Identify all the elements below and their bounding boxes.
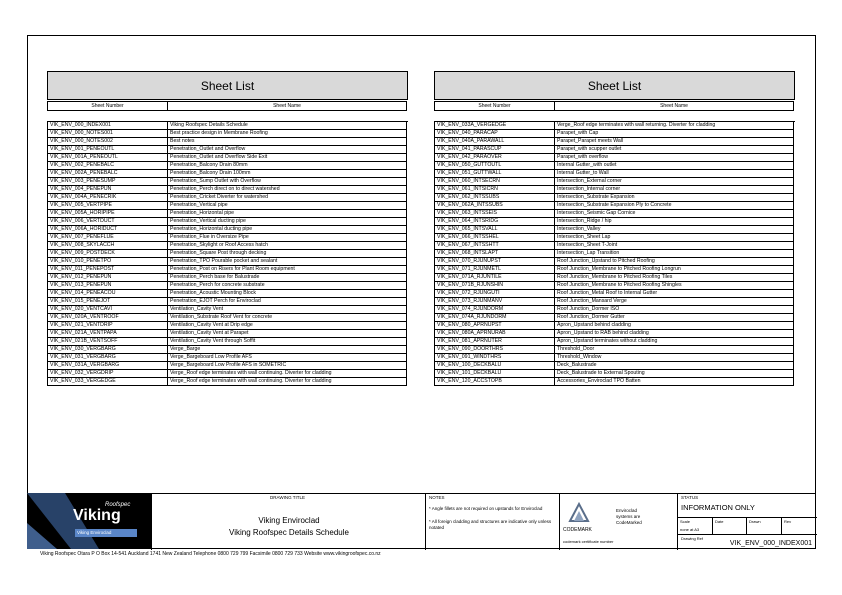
drawing-ref-label: Drawing Ref [681, 536, 704, 541]
sheet-name-cell: Ventilation_Cavity Vent at Parapet [167, 330, 407, 338]
sheet-name-cell: Intersection_Sheet T-Joint [554, 242, 794, 250]
drawing-number: VIK_ENV_000_INDEX001 [729, 540, 812, 547]
sheet-name-cell: Verge_Roof edge terminates with wall continuing. Diverter for cladding [167, 370, 407, 378]
codemark-text-2: systems are [616, 514, 641, 519]
sheet-name-cell: Verge_Barge [167, 346, 407, 354]
sheet-name-cell: Apron_Upstand to RAB behind cladding [554, 330, 794, 338]
sheet-name-cell: Intersection_Substrate Expansion Ply to Concrete [554, 202, 794, 210]
sheet-name-cell: Roof Junction_Dormer Gutter [554, 314, 794, 322]
sheet-name-cell: Penetration_Cricket Diverter for watershed [167, 194, 407, 202]
status-box [677, 494, 816, 550]
sheet-name-cell: Penetration_Flue in Oversize Pipe [167, 234, 407, 242]
sheet-name-cell: Penetration_Square Post through decking [167, 250, 407, 258]
sheet-name-cell: Best notes [167, 138, 407, 146]
codemark-subtext: codemark certificate number [563, 539, 614, 544]
status-value: INFORMATION ONLY [681, 503, 755, 512]
sheet-number-cell: VIK_ENV_060_INTSECRN [434, 178, 555, 186]
sheet-name-cell: Ventilation_Substrate Roof Vent for concrete [167, 314, 407, 322]
codemark-logo-text: CODEMARK [563, 527, 592, 533]
sheet-name-cell: Intersection_Sheet Lap [554, 234, 794, 242]
notes-box [425, 494, 559, 550]
sheet-number-cell: VIK_ENV_020_VENTCAVI [47, 306, 168, 314]
sheet-number-cell: VIK_ENV_051_GUTTWALL [434, 170, 555, 178]
sheet-number-cell: VIK_ENV_064_INTSRIDG [434, 218, 555, 226]
sheet-name-cell: Apron_Upstand behind cladding [554, 322, 794, 330]
table-row [434, 194, 795, 202]
sheet-name-cell: Penetration_Horizontal pipe [167, 210, 407, 218]
sheet-number-cell: VIK_ENV_014_PENEACOU [47, 290, 168, 298]
footer-address: Viking Roofspec Otara P O Box 14-541 Auckland 1741 New Zealand Telephone 0800 729 799 Facsimile 0800 729 733 Website www.vikingroofspec.co.nz [40, 551, 381, 557]
sheet-name-cell: Penetration_Outlet and Overflow [167, 146, 407, 154]
sheet-number-cell: VIK_ENV_061_INTSICRN [434, 186, 555, 194]
table-row [434, 322, 795, 330]
drawing-title-label: DRAWING TITLE [270, 495, 306, 500]
table-row [47, 298, 408, 306]
column-header-name: Sheet Name [167, 101, 407, 111]
sheet-number-cell: VIK_ENV_032_VERGDRIP [47, 370, 168, 378]
sheet-name-cell: Intersection_Lap Transition [554, 250, 794, 258]
sheet-name-cell: Parapet_with overflow [554, 154, 794, 162]
table-row [434, 130, 795, 138]
table-row [47, 194, 408, 202]
logo-viking: Viking [73, 507, 121, 524]
table-row [47, 122, 408, 130]
table-row [434, 266, 795, 274]
sheet-name-cell: Penetration_Post on Risers for Plant Room equipment [167, 266, 407, 274]
table-row [47, 178, 408, 186]
table-row [434, 282, 795, 290]
sheet-number-cell: VIK_ENV_008_SKYLACCH [47, 242, 168, 250]
table-row [47, 306, 408, 314]
table-row [47, 218, 408, 226]
sheet-list-header [434, 101, 795, 111]
sheet-name-cell: Penetration_Balcony Drain 100mm [167, 170, 407, 178]
sheet-number-cell: VIK_ENV_030_VERGBARG [47, 346, 168, 354]
table-row [434, 290, 795, 298]
table-row [434, 202, 795, 210]
sheet-name-cell: Best practice design in Membrane Roofing [167, 130, 407, 138]
sheet-number-cell: VIK_ENV_073_RJUNMANV [434, 298, 555, 306]
sheet-number-cell: VIK_ENV_010_PENETPO [47, 258, 168, 266]
drawing-title-line-2: Viking Roofspec Details Schedule [229, 528, 349, 537]
sheet-name-cell: Penetration_Skylight or Roof Access hatch [167, 242, 407, 250]
sheet-name-cell: Intersection_Internal corner [554, 186, 794, 194]
table-row [47, 330, 408, 338]
sheet-name-cell: Deck_Balustrade to External Spouting [554, 370, 794, 378]
sheet-name-cell: Roof Junction_Mansard Verge [554, 298, 794, 306]
table-row [434, 186, 795, 194]
sheet-name-cell: Penetration_Perch base for Balustrade [167, 274, 407, 282]
table-row [434, 354, 795, 362]
table-row [434, 362, 795, 370]
sheet-name-cell: Apron_Upstand terminates without cladding [554, 338, 794, 346]
sheet-name-cell: Roof Junction_Membrane to Pitched Roofing Tiles [554, 274, 794, 282]
sheet-name-cell: Intersection_Valley [554, 226, 794, 234]
sheet-number-cell: VIK_ENV_003_PENESUMP [47, 178, 168, 186]
sheet-list-right [434, 71, 795, 386]
sheet-number-cell: VIK_ENV_066_INTSSHEL [434, 234, 555, 242]
sheet-name-cell: Threshold_Door [554, 346, 794, 354]
sheet-name-cell: Penetration_Horizontal ducting pipe [167, 226, 407, 234]
sheet-list-left [47, 71, 408, 386]
sheet-number-cell: VIK_ENV_074A_RJUNDORM [434, 314, 555, 322]
sheet-number-cell: VIK_ENV_000_NOTES002 [47, 138, 168, 146]
sheet-number-cell: VIK_ENV_033A_VERGEDGE [434, 122, 555, 130]
sheet-name-cell: Penetration_Perch direct on to direct watershed [167, 186, 407, 194]
sheet-number-cell: VIK_ENV_065_INTSVALL [434, 226, 555, 234]
sheet-number-cell: VIK_ENV_011_PENEPOST [47, 266, 168, 274]
sheet-number-cell: VIK_ENV_005_VERTPIPE [47, 202, 168, 210]
sheet-number-cell: VIK_ENV_041_PARASCUP [434, 146, 555, 154]
sheet-name-cell: Roof Junction_Dormer ISO [554, 306, 794, 314]
sheet-number-cell: VIK_ENV_050_GUTTOUTL [434, 162, 555, 170]
table-row [434, 226, 795, 234]
note-1: * Angle fillets are not required on upstands for Enviroclad [429, 506, 543, 511]
sheet-name-cell: Verge_Roof edge terminates with wall continuing. Diverter for cladding [167, 378, 407, 386]
table-row [47, 186, 408, 194]
table-row [434, 242, 795, 250]
table-row [434, 146, 795, 154]
sheet-name-cell: Roof Junction_Membrane to Pitched Roofing Shingles [554, 282, 794, 290]
table-row [434, 338, 795, 346]
sheet-name-cell: Internal Gutter_with outlet [554, 162, 794, 170]
table-row [47, 170, 408, 178]
table-row [434, 218, 795, 226]
sheet-name-cell: Penetration_EJOT Perch for Enviroclad [167, 298, 407, 306]
table-row [47, 234, 408, 242]
table-row [434, 306, 795, 314]
scale-label: Scale [680, 519, 691, 524]
drawn-label: Drawn [749, 519, 761, 524]
table-row [47, 274, 408, 282]
table-row [47, 282, 408, 290]
sheet-name-cell: Verge_Bargeboard Low Profile AFS [167, 354, 407, 362]
sheet-name-cell: Verge_Bargeboard Low Profile AFS in SOMETRIC [167, 362, 407, 370]
sheet-name-cell: Deck_Balustrade [554, 362, 794, 370]
sheet-number-cell: VIK_ENV_031_VERGBARG [47, 354, 168, 362]
sheet-name-cell: Roof Junction_Metal Roof to Internal Gutter [554, 290, 794, 298]
sheet-number-cell: VIK_ENV_006A_HORIDUCT [47, 226, 168, 234]
sheet-number-cell: VIK_ENV_120_ACCSTOPB [434, 378, 555, 386]
sheet-number-cell: VIK_ENV_040A_PARAWALL [434, 138, 555, 146]
table-row [434, 346, 795, 354]
sheet-list-title: Sheet List [47, 71, 408, 100]
sheet-name-cell: Parapet_Parapet meets Wall [554, 138, 794, 146]
logo-tagline: Viking Enviroclad [75, 529, 137, 537]
table-row [47, 362, 408, 370]
column-header-number: Sheet Number [434, 101, 555, 111]
table-row [47, 202, 408, 210]
sheet-name-cell: Penetration_Balcony Drain 80mm [167, 162, 407, 170]
sheet-list-title: Sheet List [434, 71, 795, 100]
drawing-title-box [151, 494, 425, 550]
notes-label: NOTES [429, 495, 445, 500]
table-row [47, 354, 408, 362]
sheet-number-cell: VIK_ENV_004A_PENECRIK [47, 194, 168, 202]
sheet-name-cell: Parapet_with scupper outlet [554, 146, 794, 154]
sheet-number-cell: VIK_ENV_020A_VENTROOF [47, 314, 168, 322]
table-row [47, 146, 408, 154]
sheet-number-cell: VIK_ENV_071A_RJUNTILE [434, 274, 555, 282]
sheet-name-cell: Threshold_Window [554, 354, 794, 362]
table-row [434, 138, 795, 146]
sheet-number-cell: VIK_ENV_004_PENEPUN [47, 186, 168, 194]
table-row [434, 178, 795, 186]
sheet-number-cell: VIK_ENV_070_RJUNUPST [434, 258, 555, 266]
sheet-number-cell: VIK_ENV_071_RJUNMETL [434, 266, 555, 274]
table-row [434, 210, 795, 218]
sheet-name-cell: Ventilation_Cavity Vent through Soffit [167, 338, 407, 346]
sheet-number-cell: VIK_ENV_100_DECKBALU [434, 362, 555, 370]
sheet-number-cell: VIK_ENV_068_INTSLAPT [434, 250, 555, 258]
table-row [434, 314, 795, 322]
table-row [434, 234, 795, 242]
table-row [47, 258, 408, 266]
sheet-number-cell: VIK_ENV_071B_RJUNSHIN [434, 282, 555, 290]
sheet-number-cell: VIK_ENV_080_APRNUPST [434, 322, 555, 330]
sheet-name-cell: Roof Junction_Upstand to Pitched Roofing [554, 258, 794, 266]
sheet-number-cell: VIK_ENV_021A_VENTPAPA [47, 330, 168, 338]
table-row [47, 138, 408, 146]
table-row [434, 258, 795, 266]
sheet-list-header [47, 101, 408, 111]
sheet-number-cell: VIK_ENV_007_PENEFLUE [47, 234, 168, 242]
sheet-name-cell: Penetration_Outlet and Overflow Side Exit [167, 154, 407, 162]
codemark-box [559, 494, 677, 550]
sheet-list-rows [434, 121, 795, 386]
sheet-number-cell: VIK_ENV_000_INDEX001 [47, 122, 168, 130]
sheet-name-cell: Roof Junction_Membrane to Pitched Roofing Longrun [554, 266, 794, 274]
table-row [47, 250, 408, 258]
sheet-number-cell: VIK_ENV_009_POSTDECK [47, 250, 168, 258]
scale-value: none at A3 [680, 527, 700, 532]
table-row [434, 122, 795, 130]
sheet-number-cell: VIK_ENV_080A_APRNURAB [434, 330, 555, 338]
sheet-number-cell: VIK_ENV_001A_PENEOUTL [47, 154, 168, 162]
sheet-number-cell: VIK_ENV_012_PENEPUN [47, 274, 168, 282]
sheet-number-cell: VIK_ENV_021B_VENTSOFF [47, 338, 168, 346]
sheet-name-cell: Viking Roofspec Details Schedule [167, 122, 407, 130]
table-row [47, 314, 408, 322]
sheet-number-cell: VIK_ENV_013_PENEPUN [47, 282, 168, 290]
sheet-number-cell: VIK_ENV_031A_VERGBARG [47, 362, 168, 370]
table-row [434, 298, 795, 306]
sheet-name-cell: Internal Gutter_to Wall [554, 170, 794, 178]
sheet-name-cell: Penetration_Sump Outlet with Overflow [167, 178, 407, 186]
sheet-number-cell: VIK_ENV_021_VENTDRIP [47, 322, 168, 330]
table-row [434, 162, 795, 170]
table-row [47, 338, 408, 346]
sheet-number-cell: VIK_ENV_063_INTSSEIS [434, 210, 555, 218]
sheet-number-cell: VIK_ENV_062_INTSSUBS [434, 194, 555, 202]
table-row [434, 330, 795, 338]
status-grid [678, 517, 817, 535]
sheet-number-cell: VIK_ENV_033_VERGEDGE [47, 378, 168, 386]
sheet-name-cell: Penetration_Vertical pipe [167, 202, 407, 210]
sheet-number-cell: VIK_ENV_062A_INTSSUBS [434, 202, 555, 210]
sheet-name-cell: Parapet_with Cap [554, 130, 794, 138]
table-row [47, 378, 408, 386]
sheet-number-cell: VIK_ENV_002A_PENEBALC [47, 170, 168, 178]
date-label: Date [715, 519, 724, 524]
table-row [47, 226, 408, 234]
status-label: STATUS [681, 495, 699, 500]
sheet-name-cell: Intersection_Seismic Gap Cornice [554, 210, 794, 218]
sheet-number-cell: VIK_ENV_081_APRNUTER [434, 338, 555, 346]
table-row [47, 370, 408, 378]
table-row [47, 242, 408, 250]
sheet-number-cell: VIK_ENV_072_RJUNGUTI [434, 290, 555, 298]
sheet-number-cell: VIK_ENV_101_DECKBALU [434, 370, 555, 378]
sheet-number-cell: VIK_ENV_091_WINDTHRS [434, 354, 555, 362]
codemark-text-1: Enviroclad [616, 508, 638, 513]
sheet-number-cell: VIK_ENV_042_PARAOVER [434, 154, 555, 162]
sheet-number-cell: VIK_ENV_000_NOTES001 [47, 130, 168, 138]
sheet-name-cell: Intersection_Substrate Expansion [554, 194, 794, 202]
sheet-number-cell: VIK_ENV_006_VERTDUCT [47, 218, 168, 226]
table-row [434, 378, 795, 386]
table-row [434, 370, 795, 378]
column-header-number: Sheet Number [47, 101, 168, 111]
sheet-name-cell: Penetration_TPO Pourable pocket and sealant [167, 258, 407, 266]
column-header-name: Sheet Name [554, 101, 794, 111]
logo-roofspec: Roofspec [105, 502, 131, 508]
table-row [434, 154, 795, 162]
table-row [47, 210, 408, 218]
drawing-title-line-1: Viking Enviroclad [258, 516, 320, 525]
sheet-name-cell: Ventilation_Cavity Vent at Drip edge [167, 322, 407, 330]
viking-logo [27, 493, 151, 549]
codemark-icon [568, 501, 590, 523]
table-row [47, 154, 408, 162]
sheet-name-cell: Penetration_Vertical ducting pipe [167, 218, 407, 226]
sheet-number-cell: VIK_ENV_067_INTSSHTT [434, 242, 555, 250]
sheet-number-cell: VIK_ENV_002_PENEBALC [47, 162, 168, 170]
sheet-number-cell: VIK_ENV_001_PENEOUTL [47, 146, 168, 154]
sheet-number-cell: VIK_ENV_090_DOORTHRS [434, 346, 555, 354]
table-row [47, 266, 408, 274]
table-row [47, 322, 408, 330]
sheet-name-cell: Penetration_Acoustic Mounting Block [167, 290, 407, 298]
sheet-number-cell: VIK_ENV_074_RJUNDORM [434, 306, 555, 314]
sheet-name-cell: Intersection_Ridge / hip [554, 218, 794, 226]
table-row [47, 162, 408, 170]
sheet-name-cell: Penetration_Perch for concrete substrate [167, 282, 407, 290]
table-row [434, 274, 795, 282]
table-row [434, 250, 795, 258]
sheet-list-rows [47, 121, 408, 386]
note-2: * All foreign cladding and structures are indicative only unless notated [429, 519, 552, 530]
sheet-name-cell: Accessories_Enviroclad TPO Batten [554, 378, 794, 386]
sheet-number-cell: VIK_ENV_015_PENEJOT [47, 298, 168, 306]
table-row [47, 346, 408, 354]
sheet-name-cell: Ventilation_Cavity Vent [167, 306, 407, 314]
table-row [434, 170, 795, 178]
sheet-number-cell: VIK_ENV_040_PARACAP [434, 130, 555, 138]
codemark-text-3: CodeMarked [616, 520, 642, 525]
table-row [47, 130, 408, 138]
sheet-number-cell: VIK_ENV_005A_HORIPIPE [47, 210, 168, 218]
sheet-name-cell: Intersection_External corner [554, 178, 794, 186]
table-row [47, 290, 408, 298]
sheet-name-cell: Verge_Roof edge terminates with wall returning. Diverter for cladding [554, 122, 794, 130]
rev-label: Rev [784, 519, 792, 524]
